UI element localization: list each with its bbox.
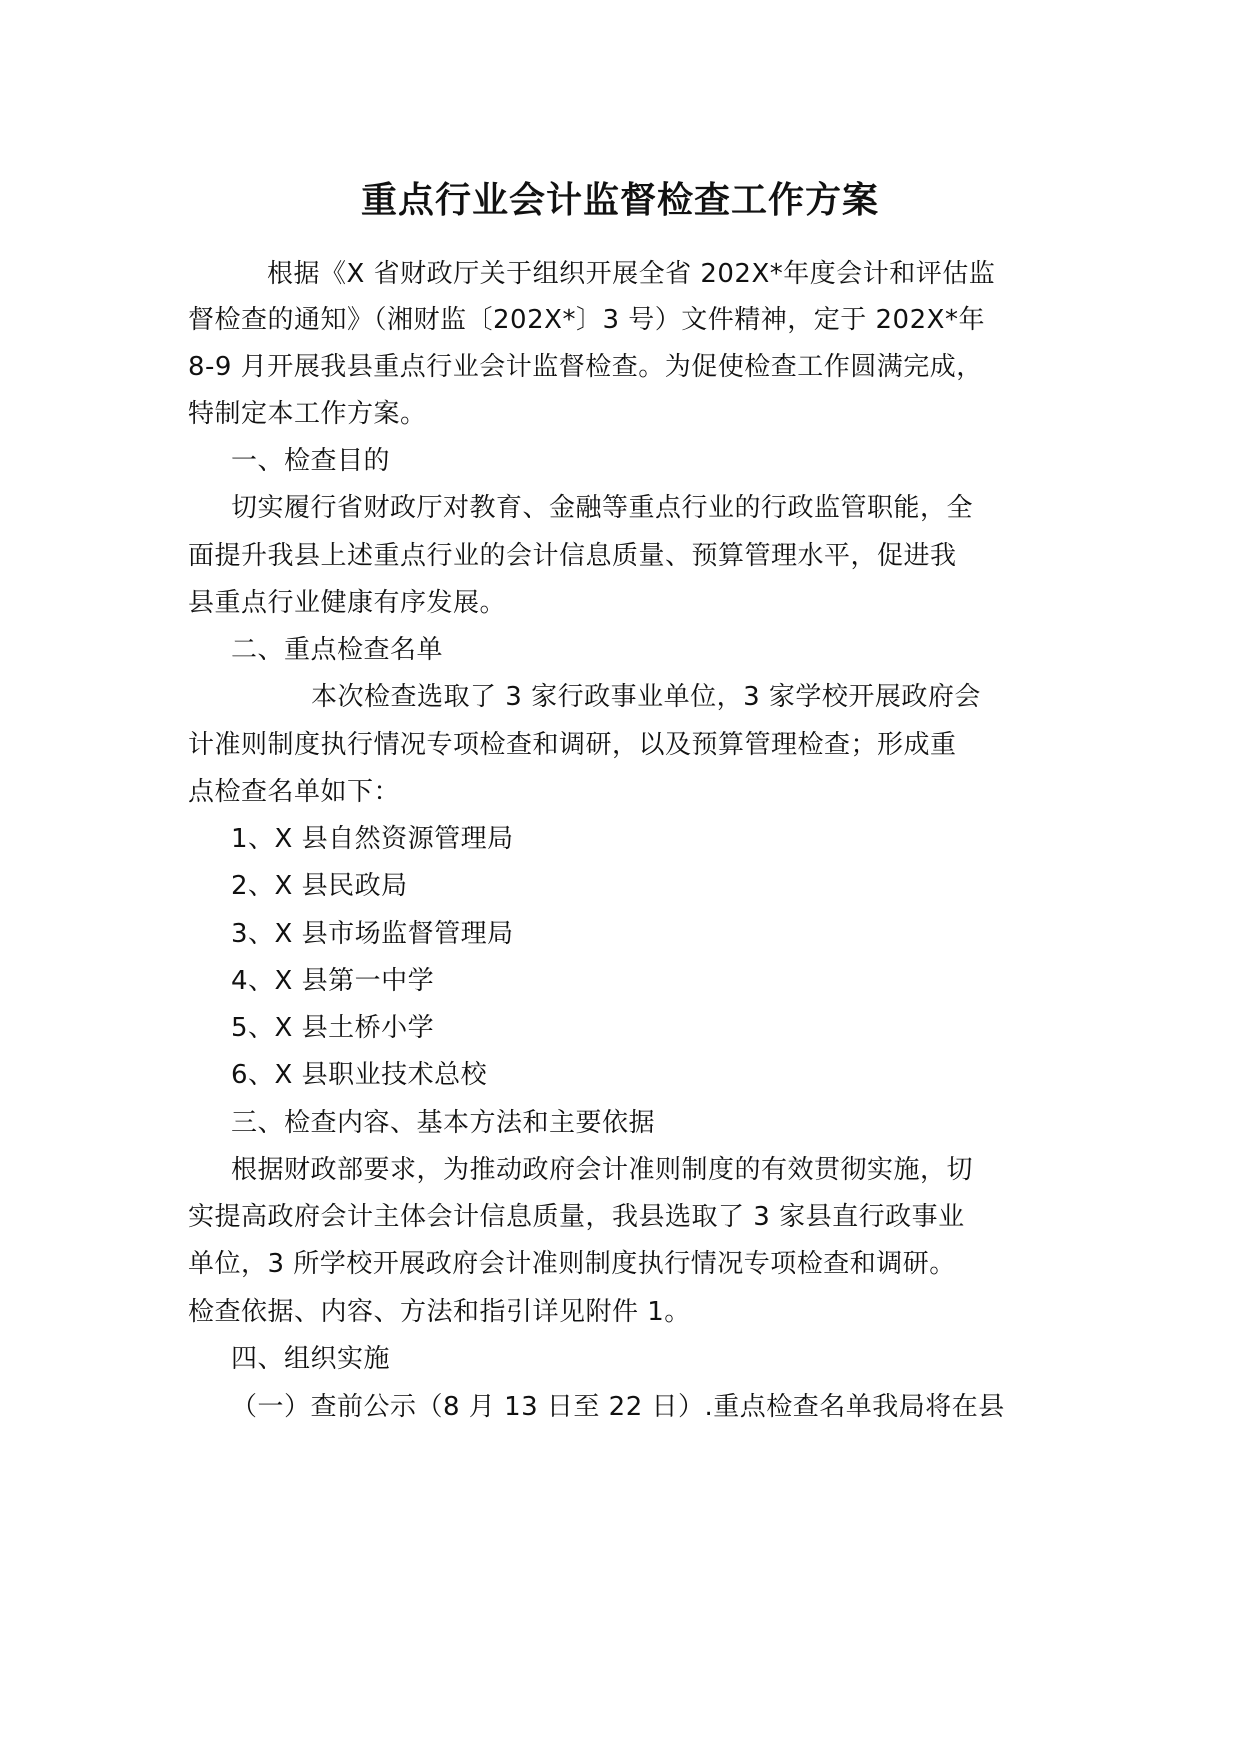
section-heading: 三、检查内容、基本方法和主要依据 xyxy=(231,1108,656,1138)
paragraph-line: 面提升我县上述重点行业的会计信息质量、预算管理水平，促进我 xyxy=(188,541,957,571)
list-item: 5、X 县土桥小学 xyxy=(231,1013,435,1043)
paragraph-line: 县重点行业健康有序发展。 xyxy=(188,588,507,618)
paragraph-line: （一）查前公示（8 月 13 日至 22 日）.重点检查名单我局将在县 xyxy=(231,1392,1005,1422)
list-item: 6、X 县职业技术总校 xyxy=(231,1060,488,1090)
section-heading: 二、重点检查名单 xyxy=(231,635,444,665)
paragraph-line: 点检查名单如下： xyxy=(188,777,401,807)
paragraph-line: 切实履行省财政厅对教育、金融等重点行业的行政监管职能，全 xyxy=(231,493,974,523)
paragraph-line: 8-9 月开展我县重点行业会计监督检查。为促使检查工作圆满完成， xyxy=(188,352,983,382)
paragraph-line: 根据《X 省财政厅关于组织开展全省 202X*年度会计和评估监 xyxy=(267,259,996,289)
section-heading: 一、检查目的 xyxy=(231,446,391,476)
list-item: 2、X 县民政局 xyxy=(231,871,408,901)
list-item: 1、X 县自然资源管理局 xyxy=(231,824,514,854)
paragraph-line: 特制定本工作方案。 xyxy=(188,399,427,429)
paragraph-line: 计准则制度执行情况专项检查和调研，以及预算管理检查；形成重 xyxy=(188,730,957,760)
paragraph-line: 单位，3 所学校开展政府会计准则制度执行情况专项检查和调研。 xyxy=(188,1249,956,1279)
paragraph-line: 根据财政部要求，为推动政府会计准则制度的有效贯彻实施，切 xyxy=(231,1155,974,1185)
paragraph-line: 督检查的通知》（湘财监〔202X*〕3 号）文件精神，定于 202X*年 xyxy=(188,305,985,335)
list-item: 3、X 县市场监督管理局 xyxy=(231,919,514,949)
paragraph-line: 实提高政府会计主体会计信息质量，我县选取了 3 家县直行政事业 xyxy=(188,1202,965,1232)
paragraph-line: 检查依据、内容、方法和指引详见附件 1。 xyxy=(188,1297,691,1327)
document-title: 重点行业会计监督检查工作方案 xyxy=(360,179,879,221)
paragraph-line: 本次检查选取了 3 家行政事业单位，3 家学校开展政府会 xyxy=(311,682,981,712)
list-item: 4、X 县第一中学 xyxy=(231,966,435,996)
section-heading: 四、组织实施 xyxy=(231,1344,391,1374)
